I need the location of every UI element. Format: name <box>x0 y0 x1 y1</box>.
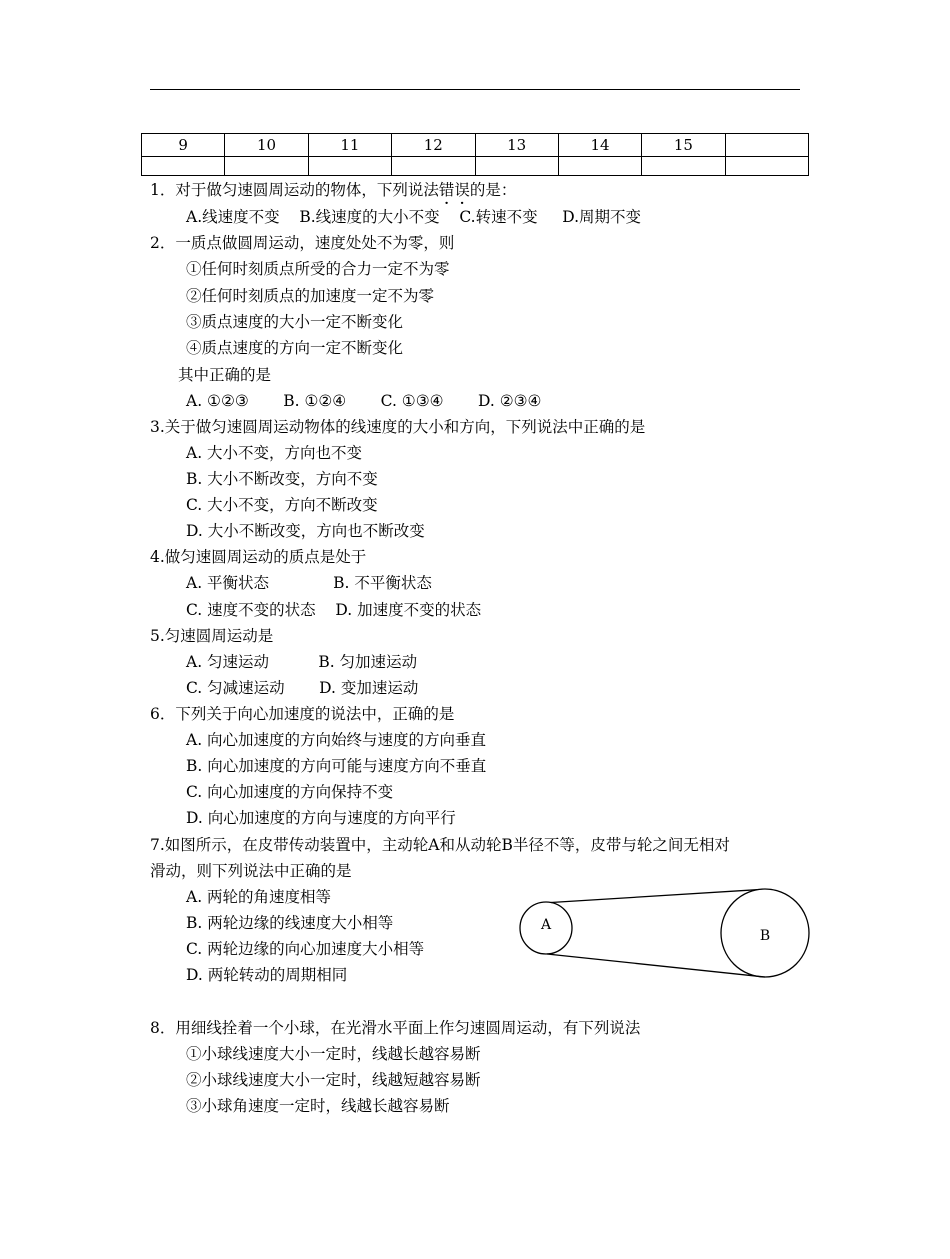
question-3-option: B. 大小不断改变，方向不变 <box>186 470 378 488</box>
answer-blank-cell <box>642 157 725 176</box>
question-6-stem: 6．下列关于向心加速度的说法中，正确的是 <box>150 705 455 723</box>
question-4-options-row: C. 速度不变的状态 D. 加速度不变的状态 <box>186 601 482 619</box>
answer-table-blank-row <box>142 157 809 176</box>
answer-table-cell: 12 <box>392 134 475 157</box>
answer-blank-cell <box>392 157 475 176</box>
belt-bottom <box>547 954 765 977</box>
answer-table-cell: 11 <box>308 134 391 157</box>
question-6-option: C. 向心加速度的方向保持不变 <box>186 783 394 801</box>
question-3-stem: 3.关于做匀速圆周运动物体的线速度的大小和方向，下列说法中正确的是 <box>150 418 646 436</box>
question-7-option: C. 两轮边缘的向心加速度大小相等 <box>186 940 425 958</box>
belt-top <box>551 890 757 903</box>
answer-table <box>141 133 809 176</box>
question-7-stem-continued: 滑动，则下列说法中正确的是 <box>150 862 352 880</box>
answer-blank-cell <box>475 157 558 176</box>
question-2-options: A. ①②③ B. ①②④ C. ①③④ D. ②③④ <box>186 392 542 410</box>
emphasis-char: 误 <box>454 181 470 199</box>
emphasis-char: 错 <box>438 181 455 199</box>
question-2-item: ④质点速度的方向一定不断变化 <box>186 339 404 357</box>
answer-blank-cell <box>558 157 641 176</box>
question-4-stem: 4.做匀速圆周运动的质点是处于 <box>150 548 367 566</box>
question-8-item: ②小球线速度大小一定时，线越短越容易断 <box>186 1071 481 1089</box>
question-6-option: A. 向心加速度的方向始终与速度的方向垂直 <box>186 731 487 749</box>
answer-blank-cell <box>308 157 391 176</box>
pulley-a-label: A <box>540 917 552 933</box>
question-3-option: C. 大小不变，方向不断改变 <box>186 496 378 514</box>
answer-table-cell: 10 <box>225 134 308 157</box>
question-2-item: ③质点速度的大小一定不断变化 <box>186 313 404 331</box>
question-1-options: A.线速度不变 B.线速度的大小不变 C.转速不变 D.周期不变 <box>186 208 642 226</box>
answer-blank-cell <box>225 157 308 176</box>
answer-table-cell: 14 <box>558 134 641 157</box>
pulley-b-label: B <box>759 928 771 944</box>
question-8-item: ①小球线速度大小一定时，线越长越容易断 <box>186 1045 481 1063</box>
question-6-option: B. 向心加速度的方向可能与速度方向不垂直 <box>186 757 487 775</box>
question-3-option: A. 大小不变，方向也不变 <box>186 444 363 462</box>
answer-blank-cell <box>725 157 808 176</box>
question-7-option: D. 两轮转动的周期相同 <box>186 966 348 984</box>
question-1-stem: 1．对于做匀速圆周运动的物体，下列说法错误的是： <box>150 181 517 199</box>
answer-table-cell: 13 <box>475 134 558 157</box>
answer-table-header-row <box>142 134 809 157</box>
answer-table-cell: 9 <box>142 134 225 157</box>
question-3-option: D. 大小不断改变，方向也不断改变 <box>186 522 425 540</box>
question-8-item: ③小球角速度一定时，线越长越容易断 <box>186 1097 450 1115</box>
question-7-stem: 7.如图所示，在皮带传动装置中，主动轮A和从动轮B半径不等，皮带与轮之间无相对 <box>150 836 730 854</box>
question-8-stem: 8．用细线拴着一个小球，在光滑水平面上作匀速圆周运动，有下列说法 <box>150 1019 641 1037</box>
header-rule <box>150 89 800 90</box>
answer-table-cell <box>725 134 808 157</box>
question-2-stem: 2．一质点做圆周运动，速度处处不为零，则 <box>150 234 455 252</box>
answer-table-cell: 15 <box>642 134 725 157</box>
question-4-options-row: A. 平衡状态 B. 不平衡状态 <box>186 574 432 592</box>
question-5-options-row: C. 匀减速运动 D. 变加速运动 <box>186 679 419 697</box>
question-2-prompt: 其中正确的是 <box>178 366 272 384</box>
question-7-option: A. 两轮的角速度相等 <box>186 888 332 906</box>
question-5-options-row: A. 匀速运动 B. 匀加速运动 <box>186 653 418 671</box>
question-6-option: D. 向心加速度的方向与速度的方向平行 <box>186 809 456 827</box>
answer-blank-cell <box>142 157 225 176</box>
belt-pulley-figure <box>515 885 815 985</box>
question-5-stem: 5.匀速圆周运动是 <box>150 627 274 645</box>
question-2-item: ②任何时刻质点的加速度一定不为零 <box>186 287 435 305</box>
question-2-item: ①任何时刻质点所受的合力一定不为零 <box>186 260 450 278</box>
question-7-option: B. 两轮边缘的线速度大小相等 <box>186 914 394 932</box>
